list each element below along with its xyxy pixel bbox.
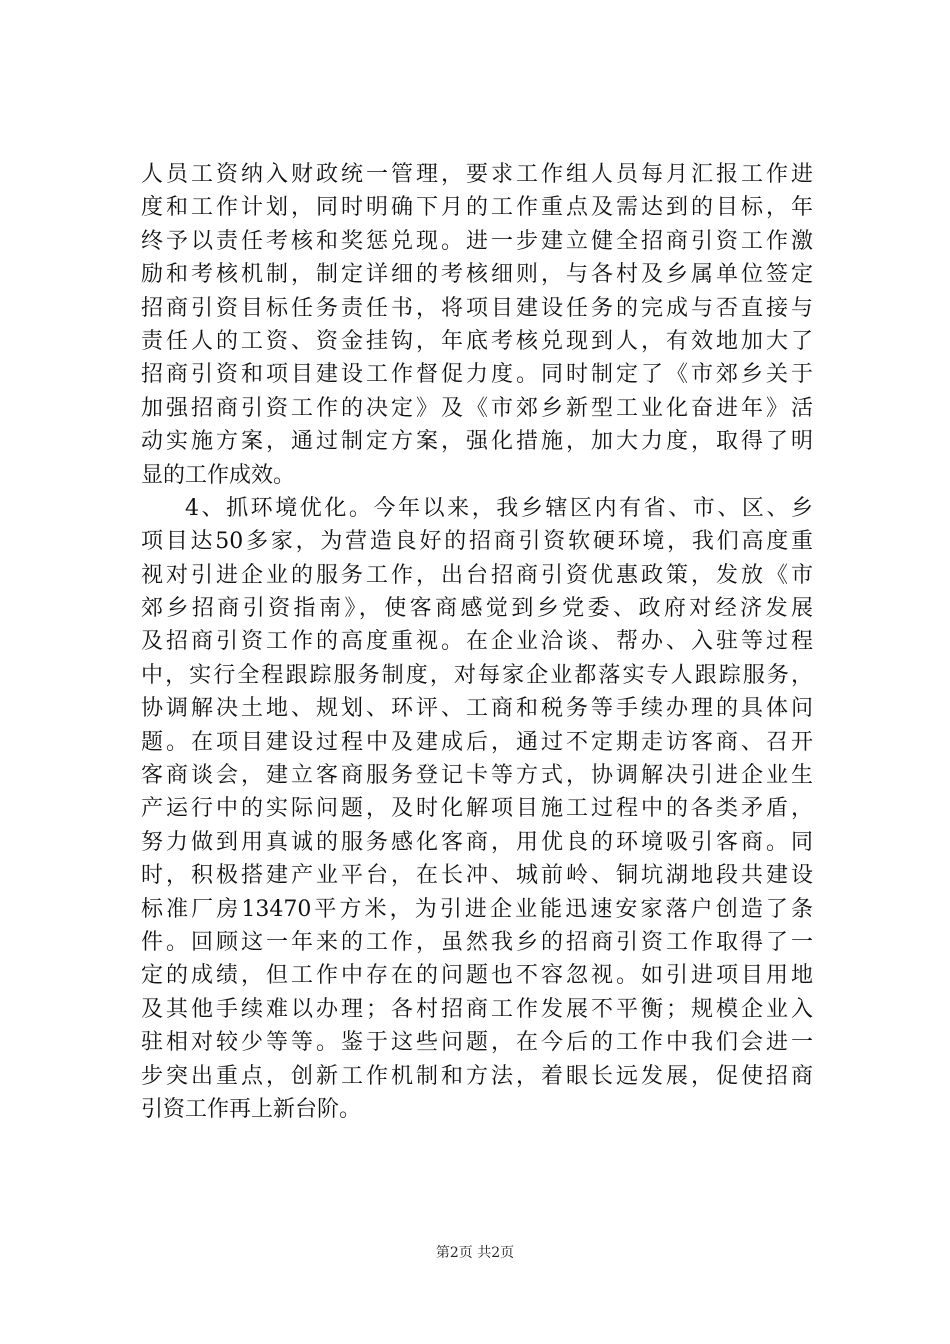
text-line: 引资工作再上新台阶。	[141, 1096, 362, 1122]
text-line: 定的成绩，但工作中存在的问题也不容忽视。如引进项目用地	[141, 963, 813, 989]
text-line: 招商引资目标任务责任书，将项目建设任务的完成与否直接与	[141, 295, 813, 321]
text-line: 协调解决土地、规划、环评、工商和税务等手续办理的具体问	[141, 696, 813, 722]
text-line: 加强招商引资工作的决定》及《市郊乡新型工业化奋进年》活	[141, 395, 813, 421]
text-line: 中，实行全程跟踪服务制度，对每家企业都落实专人跟踪服务，	[141, 662, 813, 688]
text-line: 招商引资和项目建设工作督促力度。同时制定了《市郊乡关于	[141, 362, 813, 388]
text-line: 驻相对较少等等。鉴于这些问题，在今后的工作中我们会进一	[141, 1030, 813, 1056]
text-line: 责任人的工资、资金挂钩，年底考核兑现到人，有效地加大了	[141, 328, 813, 354]
text-line: 4、抓环境优化。今年以来，我乡辖区内有省、市、区、乡	[185, 495, 813, 521]
text-line: 努力做到用真诚的服务感化客商，用优良的环境吸引客商。同	[141, 829, 813, 855]
text-line: 动实施方案，通过制定方案，强化措施，加大力度，取得了明	[141, 429, 813, 455]
text-line: 及招商引资工作的高度重视。在企业洽谈、帮办、入驻等过程	[141, 629, 813, 655]
text-line: 视对引进企业的服务工作，出台招商引资优惠政策，发放《市	[141, 562, 813, 588]
text-line: 励和考核机制，制定详细的考核细则，与各村及乡属单位签定	[141, 262, 813, 288]
text-line: 终予以责任考核和奖惩兑现。进一步建立健全招商引资工作激	[141, 228, 813, 254]
text-line: 显的工作成效。	[141, 462, 296, 488]
text-line: 标准厂房13470平方米，为引进企业能迅速安家落户创造了条	[141, 896, 813, 922]
text-line: 人员工资纳入财政统一管理，要求工作组人员每月汇报工作进	[141, 162, 813, 187]
text-line: 时，积极搭建产业平台，在长冲、城前岭、铜坑湖地段共建设	[141, 863, 813, 889]
page-number-footer: 第2页 共2页	[435, 1245, 515, 1261]
text-line: 件。回顾这一年来的工作，虽然我乡的招商引资工作取得了一	[141, 929, 813, 955]
text-line: 郊乡招商引资指南》，使客商感觉到乡党委、政府对经济发展	[141, 596, 813, 622]
text-line: 项目达50多家，为营造良好的招商引资软硬环境，我们高度重	[141, 529, 813, 555]
text-line: 题。在项目建设过程中及建成后，通过不定期走访客商、召开	[141, 729, 813, 755]
paragraph-2	[141, 492, 813, 1126]
text-line: 度和工作计划，同时明确下月的工作重点及需达到的目标，年	[141, 195, 813, 221]
text-line: 步突出重点，创新工作机制和方法，着眼长远发展，促使招商	[141, 1063, 813, 1089]
text-line: 产运行中的实际问题，及时化解项目施工过程中的各类矛盾，	[141, 796, 813, 822]
text-line: 客商谈会，建立客商服务登记卡等方式，协调解决引进企业生	[141, 763, 813, 789]
text-line: 及其他手续难以办理；各村招商工作发展不平衡；规模企业入	[141, 996, 813, 1022]
document-body	[141, 158, 813, 1126]
paragraph-1	[141, 158, 813, 492]
